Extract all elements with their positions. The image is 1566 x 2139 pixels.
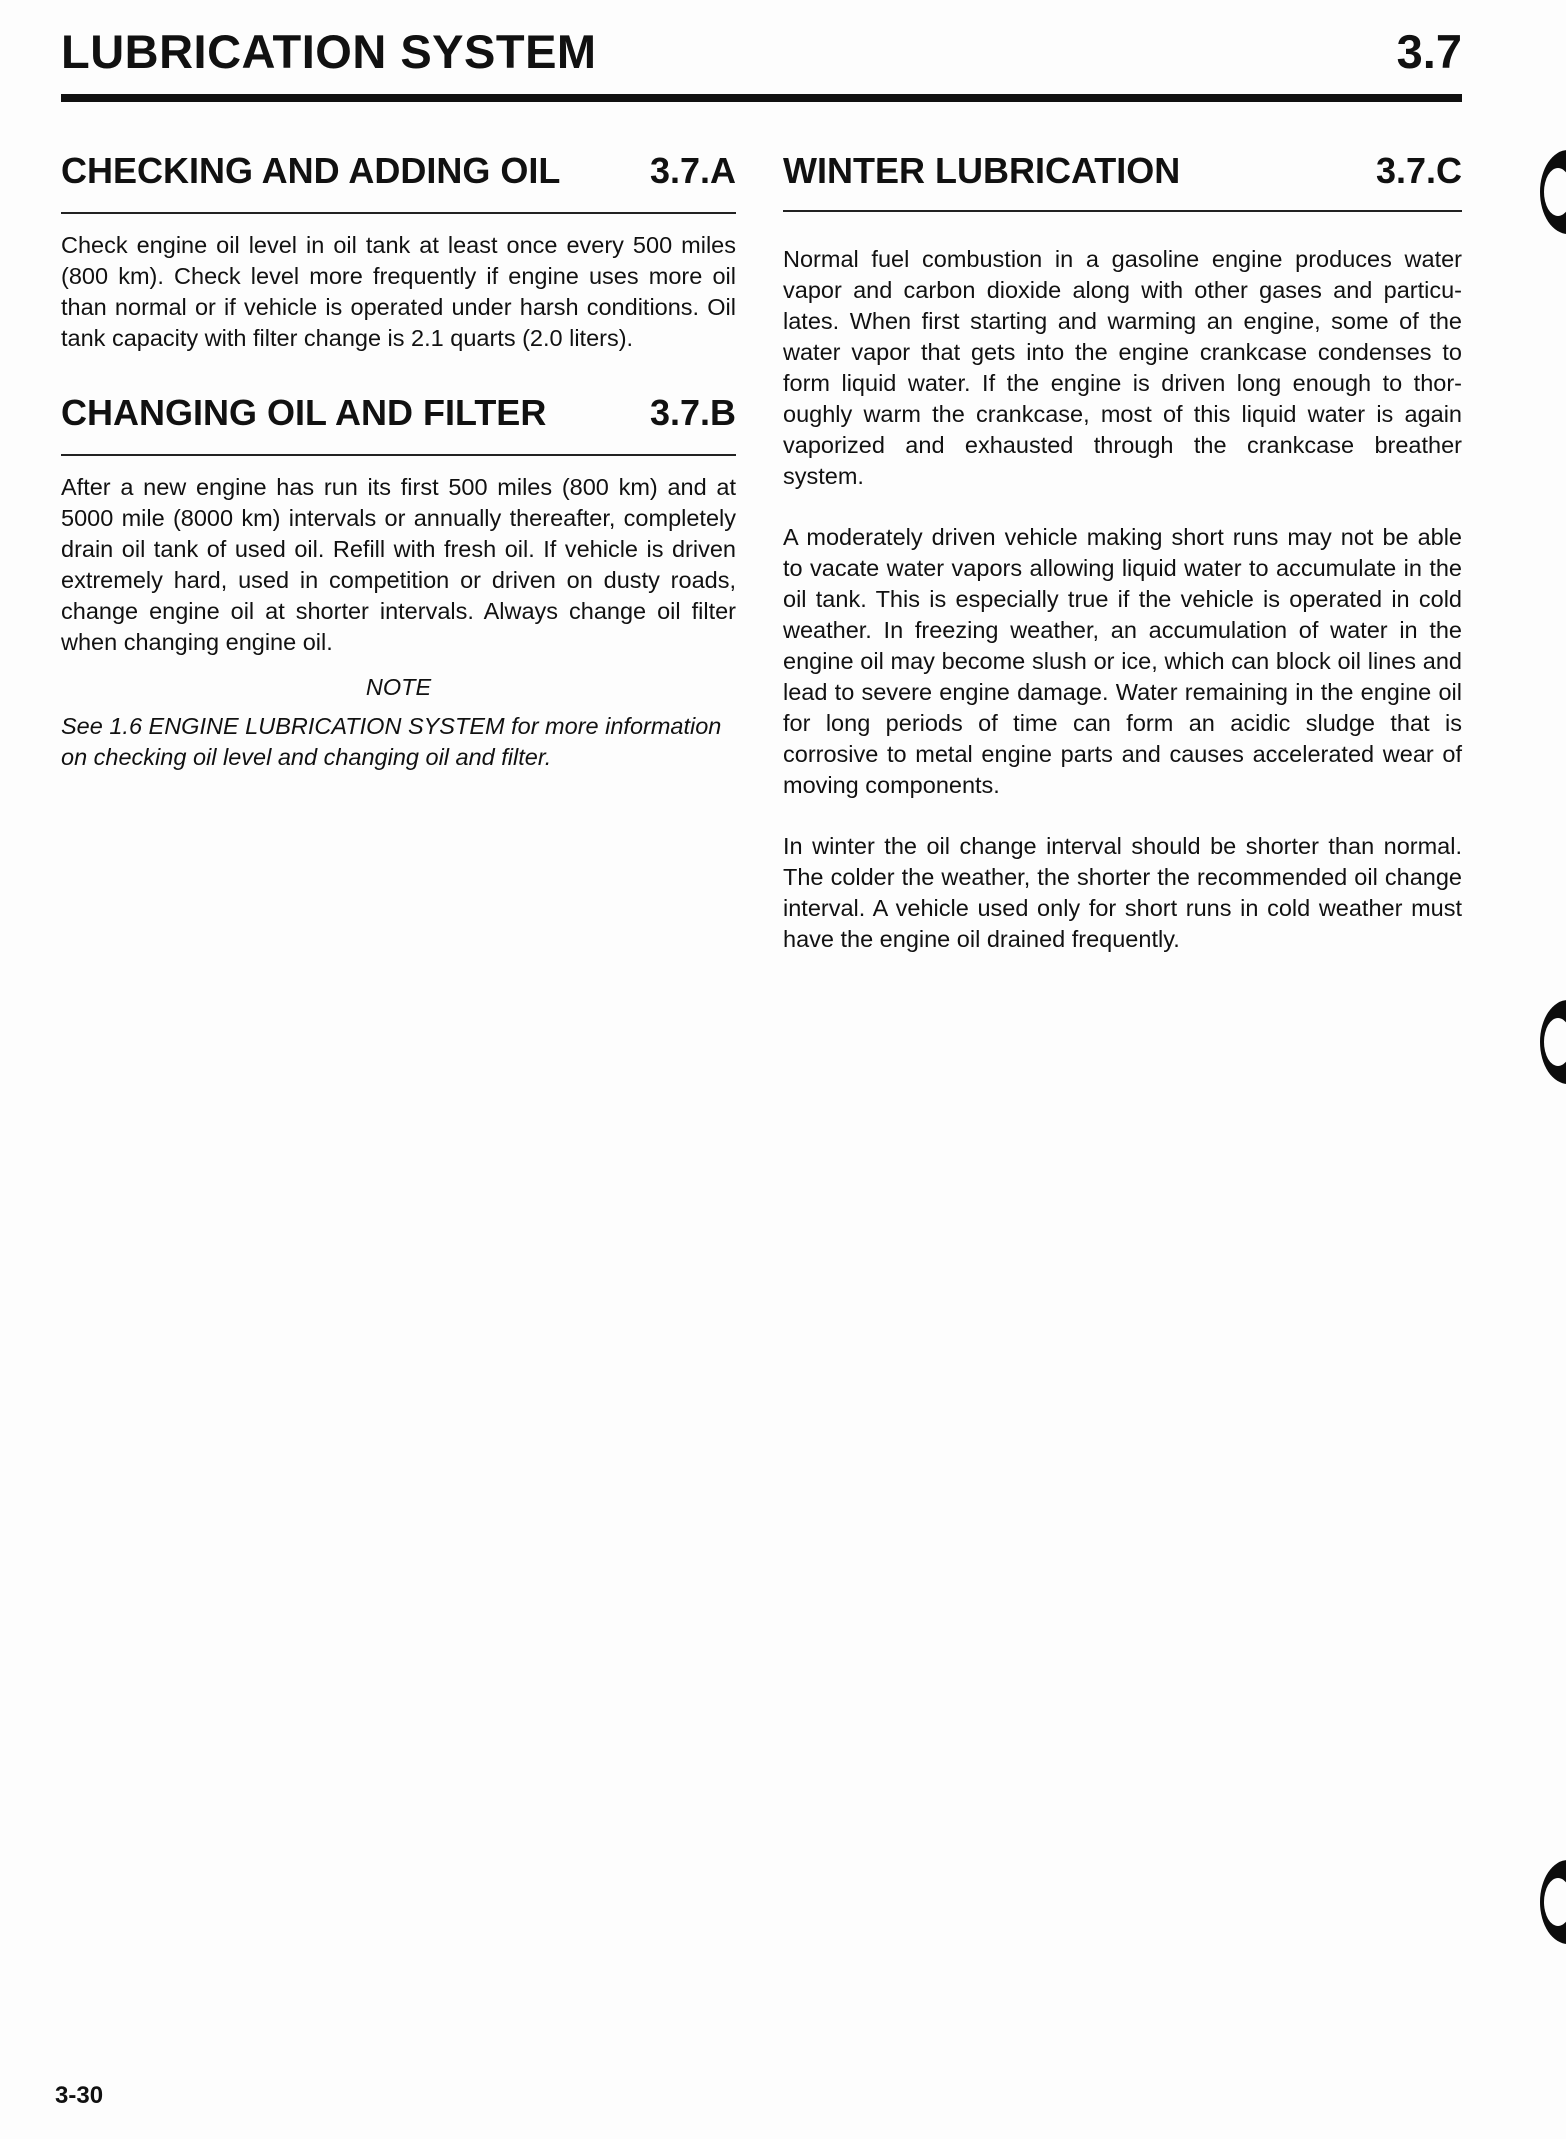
section-c-title: WINTER LUBRICATION (783, 150, 1181, 191)
note-text: See 1.6 ENGINE LUBRICATION SYSTEM for more information on checking oil level and changing oil and filter. (61, 713, 722, 770)
section-b-title: CHANGING OIL AND FILTER (61, 392, 547, 433)
section-c-heading (783, 148, 1462, 212)
note-label: NOTE (365, 674, 432, 700)
section-c-paragraph-2: A moderately driven vehicle making short runs may not be able to vacate water vapors allowing liquid water to accumulate in the oil tank. This is especially true if the vehicle is operated in cold weather. In freezing weather, an accumulation of water in the engine oil may become slush or ice, which can block oil lines and lead to severe engine damage. Water remaining in the engine oil for long periods of time can form an acidic sludge that is corrosive to metal engine parts and causes accelerated wear of moving components. (783, 524, 1462, 798)
right-column (783, 148, 1462, 955)
section-a-title: CHECKING AND ADDING OIL (61, 150, 561, 191)
section-c-paragraph-3: In winter the oil change interval should be shorter than normal. The colder the weather, the shorter the recommended oil change interval. A vehicle used only for short runs in cold weather must have the engine oil drained frequently. (783, 833, 1462, 952)
section-b-body: After a new engine has run its first 500 miles (800 km) and at 5000 mile (8000 km) intervals or annually thereafter, completely drain oil tank of used oil. Refill with fresh oil. If vehicle is driven extremely hard, used in competition or driven on dusty roads, change engine oil at shorter intervals. Always change oil filter when changing engine oil. (61, 474, 736, 655)
section-a-body: Check engine oil level in oil tank at least once every 500 miles (800 km). Check level more frequently if engine uses more oil than normal or if vehicle is operated under harsh conditions. Oil tank capacity with filter change is 2.1 quarts (2.0 liters). (61, 232, 736, 351)
section-a-number: 3.7.A (649, 150, 736, 191)
section-b-number: 3.7.B (649, 392, 736, 433)
binder-hole-bottom (1540, 1860, 1566, 1944)
section-a-heading (61, 148, 736, 214)
page-title: LUBRICATION SYSTEM (61, 25, 597, 78)
binder-hole-top (1540, 150, 1566, 234)
section-b-heading (61, 390, 736, 456)
page-number: 3-30 (55, 2082, 104, 2109)
page-header (61, 24, 1462, 100)
binder-hole-middle (1540, 1000, 1566, 1084)
section-c-paragraph-1: Normal fuel combustion in a gasoline engine produces water vapor and carbon dioxide along with other gases and particulates. When first starting and warming an engine, some of the water vapor that gets into the engine crankcase condenses to form liquid water. If the engine is driven long enough to thoroughly warm the crankcase, most of this liquid water is again vaporized and exhausted through the crankcase breather system. (783, 246, 1462, 489)
header-divider (61, 94, 1462, 102)
section-c-number: 3.7.C (1375, 150, 1462, 191)
left-column (61, 148, 736, 773)
chapter-number: 3.7 (1396, 25, 1462, 78)
